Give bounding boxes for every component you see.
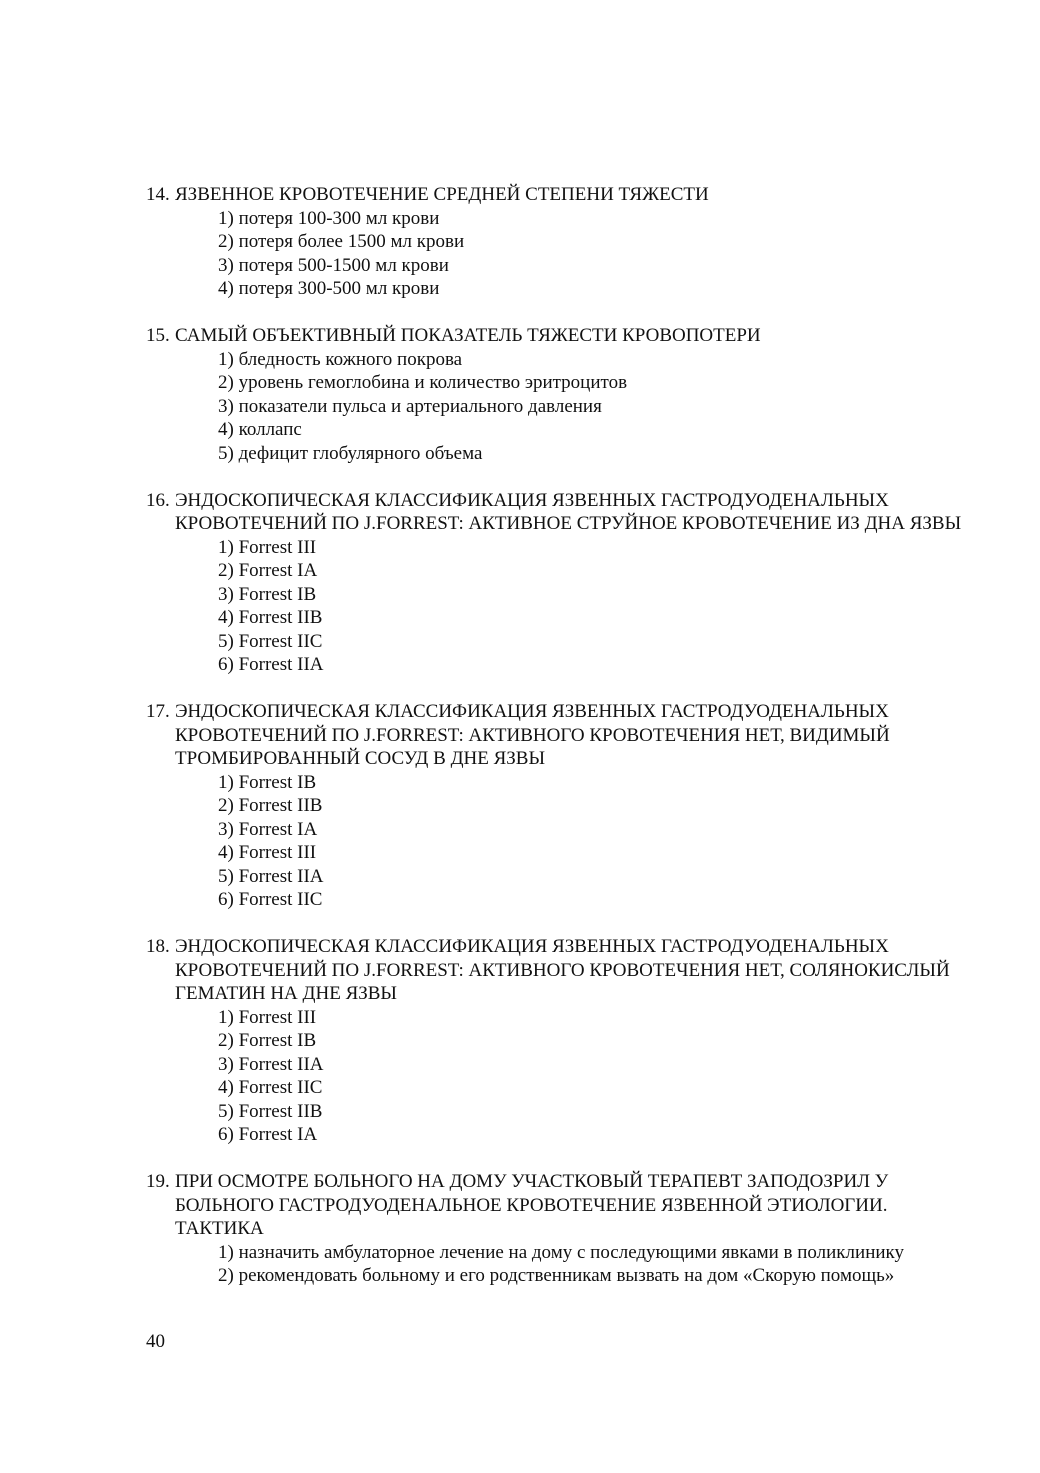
answer-option: 3) показатели пульса и артериального давления (218, 395, 602, 417)
answer-option: 5) дефицит глобулярного объема (218, 442, 483, 464)
answer-option: 3) Forrest IIA (218, 1053, 324, 1075)
question-number: 18. (146, 936, 170, 957)
question-text: ЭНДОСКОПИЧЕСКАЯ КЛАССИФИКАЦИЯ ЯЗВЕННЫХ ГАСТРОДУОДЕНАЛЬНЫХ КРОВОТЕЧЕНИЙ ПО J.FORREST: АКТИВНОГО КРОВОТЕЧЕНИЯ НЕТ, ВИДИМЫЙ ТРОМБИРОВАННЫЙ СОСУД В ДНЕ ЯЗВЫ (175, 701, 890, 769)
question-stem (146, 700, 976, 771)
answer-option: 2) уровень гемоглобина и количество эритроцитов (218, 372, 628, 393)
answer-options (146, 207, 976, 301)
question-number: 15. (146, 325, 170, 346)
question-14 (146, 183, 976, 301)
answer-options (146, 1241, 976, 1288)
question-text: САМЫЙ ОБЪЕКТИВНЫЙ ПОКАЗАТЕЛЬ ТЯЖЕСТИ КРОВОПОТЕРИ (175, 325, 761, 346)
answer-option: 1) бледность кожного покрова (218, 348, 463, 370)
question-number: 17. (146, 701, 170, 722)
page-number: 40 (146, 1331, 165, 1352)
answer-option: 4) Forrest IIC (218, 1077, 323, 1098)
question-number: 19. (146, 1171, 170, 1192)
answer-option: 2) потеря более 1500 мл крови (218, 231, 465, 252)
answer-option: 2) рекомендовать больному и его родственникам вызвать на дом «Скорую помощь» (218, 1265, 895, 1286)
question-list (146, 183, 976, 1311)
question-text: ПРИ ОСМОТРЕ БОЛЬНОГО НА ДОМУ УЧАСТКОВЫЙ ТЕРАПЕВТ ЗАПОДОЗРИЛ У БОЛЬНОГО ГАСТРОДУОДЕНАЛЬНОЕ КРОВОТЕЧЕНИЕ ЯЗВЕННОЙ ЭТИОЛОГИИ. ТАКТИКА (175, 1171, 889, 1239)
question-17 (146, 700, 976, 912)
answer-option: 1) потеря 100-300 мл крови (218, 207, 440, 229)
question-text: ЭНДОСКОПИЧЕСКАЯ КЛАССИФИКАЦИЯ ЯЗВЕННЫХ ГАСТРОДУОДЕНАЛЬНЫХ КРОВОТЕЧЕНИЙ ПО J.FORREST: АКТИВНОГО КРОВОТЕЧЕНИЯ НЕТ, СОЛЯНОКИСЛЫЙ ГЕМАТИН НА ДНЕ ЯЗВЫ (175, 936, 950, 1004)
answer-option: 2) Forrest IB (218, 1030, 317, 1051)
answer-options (146, 536, 976, 677)
question-stem (146, 183, 976, 207)
question-stem (146, 1170, 976, 1241)
answer-options (146, 771, 976, 912)
question-19 (146, 1170, 976, 1288)
answer-option: 3) Forrest IB (218, 583, 317, 605)
answer-option: 5) Forrest IIC (218, 630, 323, 652)
answer-option: 1) назначить амбулаторное лечение на дому с последующими явками в поликлинику (218, 1241, 904, 1263)
answer-option: 6) Forrest IIA (218, 654, 324, 675)
question-number: 16. (146, 489, 170, 511)
answer-option: 1) Forrest III (218, 536, 317, 558)
question-18 (146, 935, 976, 1147)
answer-option: 3) потеря 500-1500 мл крови (218, 254, 449, 276)
answer-option: 5) Forrest IIA (218, 865, 324, 887)
answer-option: 1) Forrest IB (218, 771, 317, 793)
answer-option: 4) потеря 300-500 мл крови (218, 278, 440, 299)
answer-option: 4) коллапс (218, 419, 302, 440)
answer-option: 6) Forrest IIC (218, 889, 323, 910)
question-text: ЭНДОСКОПИЧЕСКАЯ КЛАССИФИКАЦИЯ ЯЗВЕННЫХ ГАСТРОДУОДЕНАЛЬНЫХ КРОВОТЕЧЕНИЙ ПО J.FORREST: АКТИВНОЕ СТРУЙНОЕ КРОВОТЕЧЕНИЕ ИЗ ДНА ЯЗВЫ (175, 489, 962, 534)
answer-option: 2) Forrest IIB (218, 795, 323, 816)
question-stem (146, 324, 976, 348)
answer-option: 2) Forrest IA (218, 560, 318, 581)
question-text: ЯЗВЕННОЕ КРОВОТЕЧЕНИЕ СРЕДНЕЙ СТЕПЕНИ ТЯЖЕСТИ (175, 184, 709, 205)
answer-option: 3) Forrest IA (218, 818, 318, 840)
question-16 (146, 489, 976, 677)
answer-option: 6) Forrest IA (218, 1124, 318, 1145)
answer-option: 5) Forrest IIB (218, 1100, 323, 1122)
question-15 (146, 324, 976, 465)
answer-option: 1) Forrest III (218, 1006, 317, 1028)
answer-options (146, 1006, 976, 1147)
answer-options (146, 348, 976, 466)
answer-option: 4) Forrest IIB (218, 607, 323, 628)
answer-option: 4) Forrest III (218, 842, 317, 863)
question-number: 14. (146, 184, 170, 205)
question-stem (146, 489, 976, 536)
question-stem (146, 935, 976, 1006)
